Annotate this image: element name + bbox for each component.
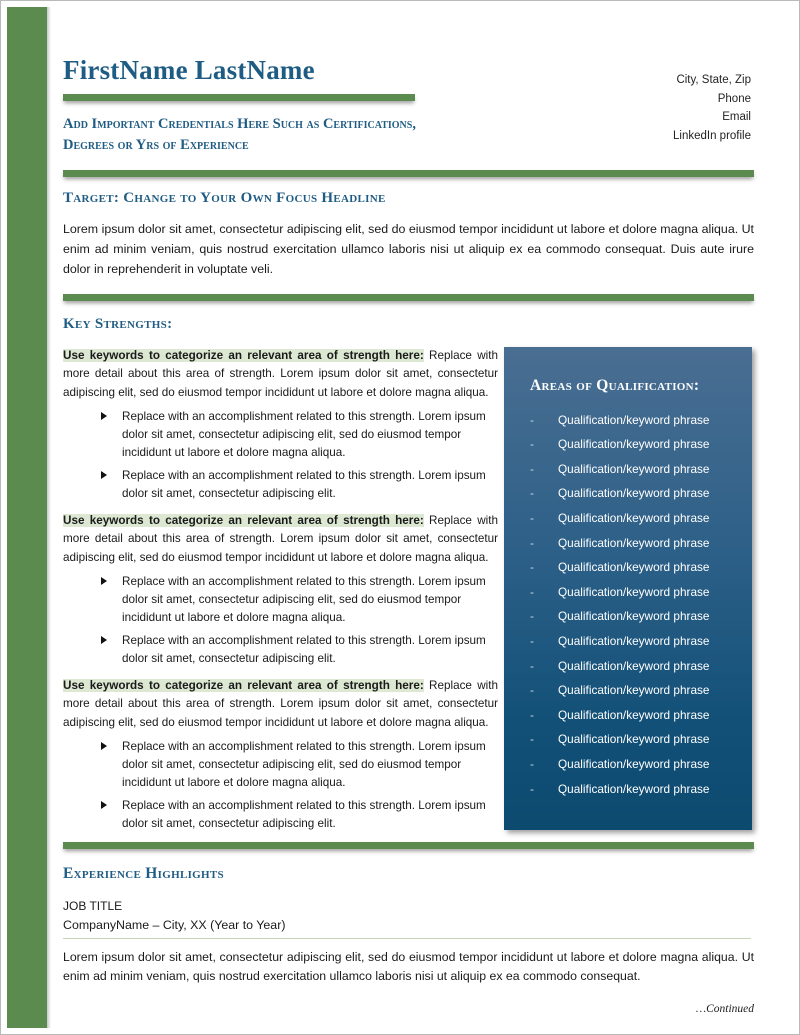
- target-heading: Target: Change to Your Own Focus Headline: [63, 190, 386, 207]
- dash-bullet-icon: -: [530, 486, 534, 501]
- contact-phone: Phone: [717, 92, 751, 105]
- qualification-text: Qualification/keyword phrase: [558, 511, 710, 526]
- experience-paragraph: Lorem ipsum dolor sit amet, consectetur adipiscing elit, sed do eiusmod tempor incididunt ut labore et dolore magna aliqua. Ut enim ad minim veniam, quis nostrud exercitation ullamco laboris nisi ut aliquip ex ea commodo consequat.: [63, 949, 754, 984]
- triangle-bullet-icon: [101, 412, 107, 420]
- sidebar-shadow: [47, 7, 51, 1028]
- accomplishment-list: [63, 573, 498, 669]
- list-item: [504, 408, 752, 433]
- qualification-text: Qualification/keyword phrase: [558, 560, 710, 575]
- strength-paragraph: [63, 512, 498, 566]
- target-paragraph: Lorem ipsum dolor sit amet, consectetur adipiscing elit, sed do eiusmod tempor incididunt ut labore et dolore magna aliqua. Ut enim ad minim veniam, quis nostrud exercitation ullamco laboris nisi ut aliquip ex ea commodo consequat. Duis aute irure dolor in reprehenderit in voluptate veli.: [63, 222, 754, 277]
- strength-lead-in: Use keywords to categorize an relevant area of strength here:: [63, 514, 424, 528]
- dash-bullet-icon: -: [530, 584, 534, 599]
- qualification-panel-title: Areas of Qualification:: [530, 377, 700, 395]
- qualification-text: Qualification/keyword phrase: [558, 732, 710, 747]
- accomplishment-list: [63, 738, 498, 834]
- qualification-text: Qualification/keyword phrase: [558, 437, 710, 452]
- list-item: [504, 679, 752, 704]
- dash-bullet-icon: -: [530, 707, 534, 722]
- list-item: [101, 797, 498, 833]
- accomplishment-list: [63, 408, 498, 504]
- qualification-text: Qualification/keyword phrase: [558, 609, 710, 624]
- continued-marker: …Continued: [695, 1003, 754, 1016]
- accomplishment-text: Replace with an accomplishment related to this strength. Lorem ipsum dolor sit amet, consectetur adipiscing elit, sed do eiusmod tempor incididunt ut labore et dolore magna aliqua.: [122, 574, 486, 624]
- areas-of-qualification-panel: [504, 347, 752, 830]
- accomplishment-text: Replace with an accomplishment related to this strength. Lorem ipsum dolor sit amet, consectetur adipiscing elit.: [122, 469, 486, 501]
- dash-bullet-icon: -: [530, 609, 534, 624]
- triangle-bullet-icon: [101, 636, 107, 644]
- dash-bullet-icon: -: [530, 560, 534, 575]
- strength-detail: Replace with more detail about this area of strength. Lorem ipsum dolor sit amet, consectetur adipiscing elit, sed do eiusmod tempor incididunt ut labore et dolore magna aliqua.: [63, 679, 498, 729]
- qualification-text: Qualification/keyword phrase: [558, 707, 710, 722]
- strength-paragraph: [63, 677, 498, 731]
- resume-header: [63, 1, 799, 156]
- strength-lead-in: Use keywords to categorize an relevant area of strength here:: [63, 349, 424, 363]
- qualification-text: Qualification/keyword phrase: [558, 412, 710, 427]
- list-item: [101, 408, 498, 462]
- left-green-sidebar: [7, 7, 47, 1028]
- list-item: [504, 753, 752, 778]
- qualification-list: [504, 408, 752, 802]
- list-item: [504, 433, 752, 458]
- target-divider-rule: [63, 294, 754, 301]
- strengths-column: [63, 347, 498, 833]
- list-item: [504, 728, 752, 753]
- accomplishment-text: Replace with an accomplishment related to this strength. Lorem ipsum dolor sit amet, consectetur adipiscing elit, sed do eiusmod tempor incididunt ut labore et dolore magna aliqua.: [122, 409, 486, 459]
- list-item: [504, 556, 752, 581]
- dash-bullet-icon: -: [530, 732, 534, 747]
- experience-divider-rule: [63, 842, 754, 849]
- candidate-name: FirstName LastName: [63, 55, 315, 85]
- list-item: [101, 467, 498, 503]
- strength-paragraph: [63, 347, 498, 401]
- dash-bullet-icon: -: [530, 535, 534, 550]
- dash-bullet-icon: -: [530, 634, 534, 649]
- contact-linkedin: LinkedIn profile: [673, 129, 751, 142]
- triangle-bullet-icon: [101, 471, 107, 479]
- list-item: [504, 580, 752, 605]
- dash-bullet-icon: -: [530, 412, 534, 427]
- list-item: [101, 632, 498, 668]
- name-underline-rule: [63, 94, 415, 101]
- strength-block: [63, 512, 498, 668]
- list-item: [101, 738, 498, 792]
- header-divider-rule: [63, 170, 754, 177]
- list-item: [101, 573, 498, 627]
- qualification-text: Qualification/keyword phrase: [558, 634, 710, 649]
- key-strengths-heading: Key Strengths:: [63, 316, 173, 333]
- dash-bullet-icon: -: [530, 683, 534, 698]
- dash-bullet-icon: -: [530, 757, 534, 772]
- strength-detail: Replace with more detail about this area of strength. Lorem ipsum dolor sit amet, consectetur adipiscing elit, sed do eiusmod tempor incididunt ut labore et dolore magna aliqua.: [63, 349, 498, 399]
- contact-email: Email: [722, 111, 751, 124]
- dash-bullet-icon: -: [530, 437, 534, 452]
- dash-bullet-icon: -: [530, 461, 534, 476]
- triangle-bullet-icon: [101, 577, 107, 585]
- accomplishment-text: Replace with an accomplishment related to this strength. Lorem ipsum dolor sit amet, consectetur adipiscing elit, sed do eiusmod tempor incididunt ut labore et dolore magna aliqua.: [122, 739, 486, 789]
- list-item: [504, 605, 752, 630]
- list-item: [504, 531, 752, 556]
- dash-bullet-icon: -: [530, 658, 534, 673]
- strength-detail: Replace with more detail about this area of strength. Lorem ipsum dolor sit amet, consectetur adipiscing elit, sed do eiusmod tempor incididunt ut labore et dolore magna aliqua.: [63, 514, 498, 564]
- strength-block: [63, 677, 498, 833]
- qualification-text: Qualification/keyword phrase: [558, 486, 710, 501]
- triangle-bullet-icon: [101, 801, 107, 809]
- list-item: [504, 507, 752, 532]
- credentials-line: Add Important Credentials Here Such as Certifications, Degrees or Yrs of Experience: [63, 116, 416, 154]
- qualification-text: Qualification/keyword phrase: [558, 757, 710, 772]
- list-item: [504, 654, 752, 679]
- qualification-text: Qualification/keyword phrase: [558, 658, 710, 673]
- list-item: [504, 777, 752, 802]
- list-item: [504, 482, 752, 507]
- two-column-body: [63, 347, 799, 833]
- qualification-text: Qualification/keyword phrase: [558, 461, 710, 476]
- dash-bullet-icon: -: [530, 781, 534, 796]
- dash-bullet-icon: -: [530, 511, 534, 526]
- qualification-text: Qualification/keyword phrase: [558, 535, 710, 550]
- experience-heading: Experience Highlights: [63, 865, 224, 883]
- qualification-text: Qualification/keyword phrase: [558, 584, 710, 599]
- strength-block: [63, 347, 498, 503]
- job-title: JOB TITLE: [63, 899, 123, 914]
- list-item: [504, 703, 752, 728]
- qualification-text: Qualification/keyword phrase: [558, 781, 710, 796]
- list-item: [504, 458, 752, 483]
- triangle-bullet-icon: [101, 742, 107, 750]
- accomplishment-text: Replace with an accomplishment related to this strength. Lorem ipsum dolor sit amet, consectetur adipiscing elit.: [122, 634, 486, 666]
- document-content: [63, 1, 799, 1034]
- qualification-text: Qualification/keyword phrase: [558, 683, 710, 698]
- company-line: CompanyName – City, XX (Year to Year): [63, 917, 751, 938]
- strength-lead-in: Use keywords to categorize an relevant area of strength here:: [63, 679, 424, 693]
- list-item: [504, 630, 752, 655]
- contact-location: City, State, Zip: [676, 74, 751, 86]
- accomplishment-text: Replace with an accomplishment related to this strength. Lorem ipsum dolor sit amet, consectetur adipiscing elit.: [122, 799, 486, 831]
- contact-block: [673, 71, 751, 146]
